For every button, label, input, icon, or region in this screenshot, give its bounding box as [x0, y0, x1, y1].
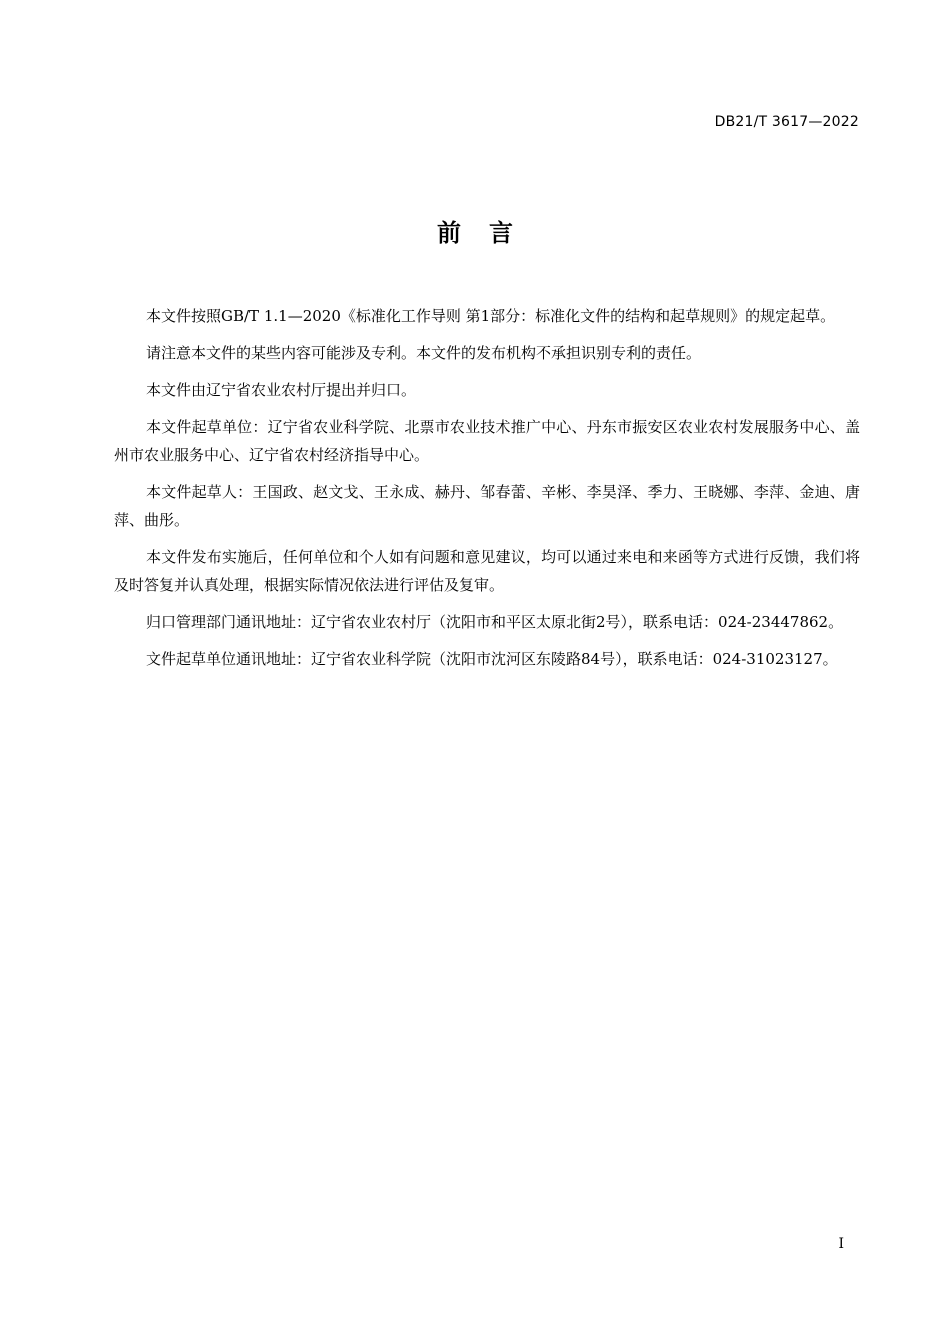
- paragraph-feedback: 本文件发布实施后，任何单位和个人如有问题和意见建议，均可以通过来电和来函等方式进行反馈，我们将及时答复并认真处理，根据实际情况依法进行评估及复审。: [114, 548, 860, 594]
- page-title: 前言: [437, 219, 541, 247]
- paragraph-proposer: 本文件由辽宁省农业农村厅提出并归口。: [146, 381, 417, 399]
- paragraph-drafting-units: 本文件起草单位：辽宁省农业科学院、北票市农业技术推广中心、丹东市振安区农业农村发展服务中心、盖州市农业服务中心、辽宁省农村经济指导中心。: [114, 418, 860, 464]
- foreword-body: [114, 302, 860, 682]
- paragraph-drafter-contact: 文件起草单位通讯地址：辽宁省农业科学院（沈阳市沈河区东陵路84号），联系电话：024-31023127。: [146, 650, 838, 668]
- paragraph-drafting-rules: 本文件按照GB/T 1.1—2020《标准化工作导则 第1部分：标准化文件的结构和起草规则》的规定起草。: [146, 307, 836, 325]
- paragraph-drafters: 本文件起草人：王国政、赵文戈、王永成、赫丹、邹春蕾、辛彬、李昊泽、季力、王晓娜、李萍、金迪、唐萍、曲彤。: [114, 483, 860, 529]
- paragraph-authority-contact: 归口管理部门通讯地址：辽宁省农业农村厅（沈阳市和平区太原北街2号），联系电话：024-23447862。: [146, 613, 844, 631]
- page-number: I: [838, 1236, 844, 1252]
- document-code: DB21/T 3617—2022: [714, 114, 859, 130]
- paragraph-patent-notice: 请注意本文件的某些内容可能涉及专利。本文件的发布机构不承担识别专利的责任。: [146, 344, 702, 362]
